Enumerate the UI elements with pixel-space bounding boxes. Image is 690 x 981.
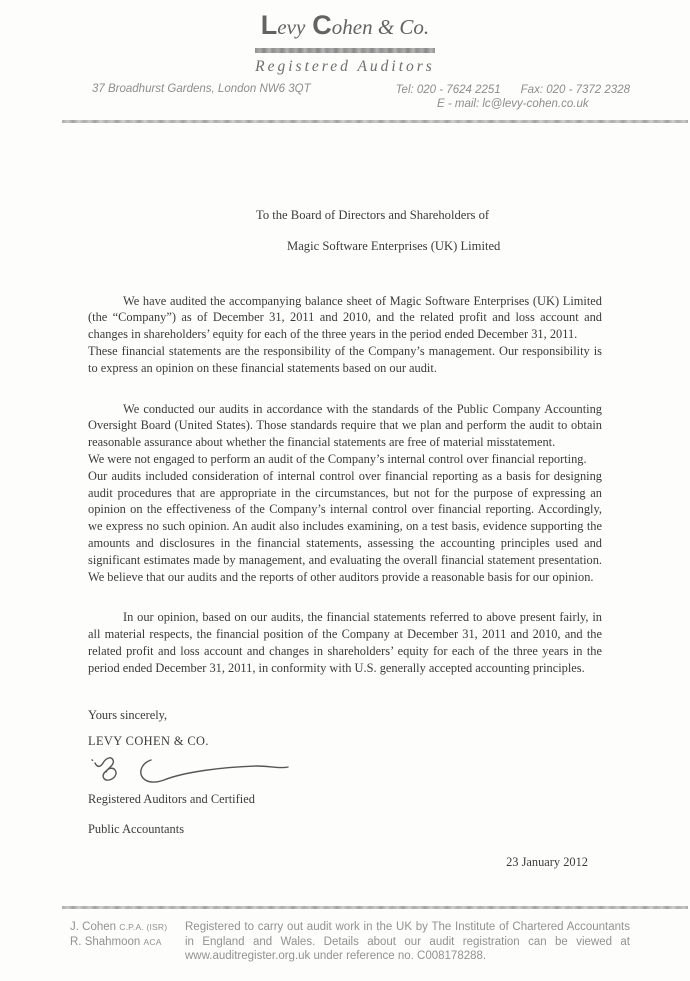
firm-name-part2: ohen & Co.	[331, 15, 430, 39]
letter-body	[0, 207, 690, 871]
firm-fax: Fax: 020 - 7372 2328	[520, 84, 630, 96]
recipient-line: To the Board of Directors and Shareholders of	[256, 208, 490, 222]
paragraph-scope	[88, 293, 602, 377]
signature-caption: Registered Auditors and Certified	[88, 792, 255, 807]
contact-right-block	[396, 83, 630, 111]
valediction: Yours sincerely,	[88, 707, 168, 722]
recipient-block	[88, 207, 602, 255]
partner-credential: C.P.A. (ISR)	[119, 922, 168, 932]
firm-logo	[255, 9, 435, 76]
registration-text: Registered to carry out audit work in the UK by The Institute of Chartered Accountants in England and Wales. Details about our audit registration can be viewed at www.auditregister.org.uk under reference no. C008178288.	[185, 921, 630, 962]
paragraph-text: Our audits included consideration of internal control over financial reporting as a basis for designing audit procedures that are appropriate in the circumstances, but not for the purpose of expressing an opinion on the effectiveness of the Company’s internal control over financial reporting. Accordingly, we express no such opinion. An audit also includes examining, on a test basis, evidence supporting the amounts and disclosures in the financial statements, assessing the accounting principles used and significant estimates made by management, and evaluating the overall financial statement presentation. We believe that our audits and the reports of other auditors provide a reasonable basis for our opinion.	[88, 468, 602, 584]
firm-name-initial-c: C	[312, 10, 332, 40]
closing-block	[88, 707, 602, 838]
paragraph-text: We conducted our audits in accordance with the standards of the Public Company Accounting Oversight Board (United States). Those standards require that we plan and perform the audit to obtain reasonable assurance about whether the financial statements are free of material misstatement.	[88, 401, 602, 450]
firm-name-part1: evy	[277, 15, 306, 39]
partner-row	[70, 935, 185, 950]
paragraph-text: In our opinion, based on our audits, the financial statements referred to above present fairly, in all material respects, the financial position of the Company at December 31, 2011 and 2010, and the related profit and loss account and changes in shareholders’ equity for each of the three years in the period ended December 31, 2011, in conformity with U.S. generally accepted accounting principles.	[88, 610, 602, 675]
partner-names	[70, 920, 185, 964]
firm-email: E - mail: lc@levy-cohen.co.uk	[436, 98, 589, 110]
signature-caption: Public Accountants	[88, 821, 185, 836]
footer-columns	[0, 909, 690, 964]
paragraph-opinion	[88, 609, 602, 676]
letter-date: 23 January 2012	[506, 854, 588, 869]
recipient-company: Magic Software Enterprises (UK) Limited	[287, 238, 501, 253]
paragraph-standards	[88, 401, 602, 586]
firm-tel: Tel: 020 - 7624 2251	[395, 84, 501, 96]
paragraph-text: We were not engaged to perform an audit of the Company’s internal control over financial reporting.	[88, 451, 587, 466]
partner-name: R. Shahmoon	[70, 935, 141, 948]
partner-name: J. Cohen	[70, 921, 117, 933]
paragraph-text: We have audited the accompanying balance sheet of Magic Software Enterprises (UK) Limited (the “Company”) as of December 31, 2011 and 2010, and the related profit and loss account and changes in shareholders’ equity for each of the three years in the period ended December 31, 2011.	[88, 293, 602, 342]
firm-name-initial-l: L	[260, 10, 278, 40]
logo-underline-rule	[255, 48, 435, 53]
partner-credential: ACA	[143, 936, 162, 947]
letterhead-divider-rule	[62, 120, 688, 123]
signature-scribble	[89, 753, 294, 787]
tel-fax-line	[396, 83, 630, 97]
partner-row	[70, 920, 185, 935]
firm-subtitle: Registered Auditors	[255, 58, 435, 75]
contact-row	[0, 76, 690, 111]
firm-name	[255, 9, 435, 46]
letterhead	[0, 0, 690, 123]
signatory-name: LEVY COHEN & CO.	[88, 734, 209, 749]
paragraph-text: These financial statements are the responsibility of the Company’s management. Our responsibility is to express an opinion on these financial statements based on our audit.	[88, 343, 602, 375]
footer	[0, 906, 690, 964]
firm-address: 37 Broadhurst Gardens, London NW6 3QT	[92, 83, 311, 95]
